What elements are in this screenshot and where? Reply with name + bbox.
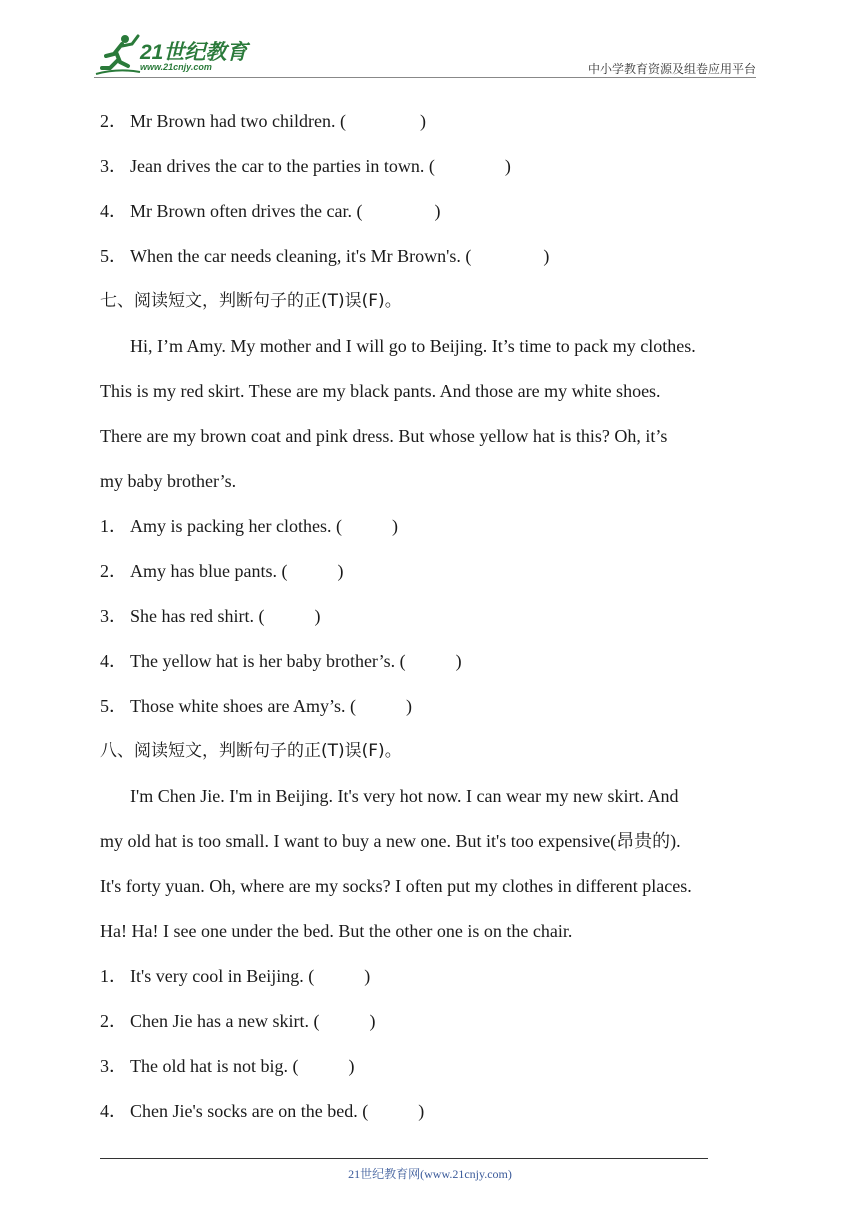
logo-url: www.21cnjy.com <box>140 62 212 72</box>
paren-close: ) <box>419 111 426 131</box>
runner-logo-icon <box>94 32 142 78</box>
page-footer: 21世纪教育网(www.21cnjy.com) <box>348 1167 512 1181</box>
question-number: 4． <box>100 1101 127 1121</box>
paren-close: ) <box>314 606 321 626</box>
question-text: The old hat is not big. ( <box>130 1056 299 1076</box>
question-item <box>100 241 770 286</box>
paren-close: ) <box>337 561 344 581</box>
passage-line: I'm Chen Jie. I'm in Beijing. It's very hot now. I can wear my new skirt. And <box>130 786 679 806</box>
section-8-title: 八、阅读短文，判断句子的正(T)误(F)。 <box>100 741 402 761</box>
question-item <box>100 196 770 241</box>
passage-line: There are my brown coat and pink dress. But whose yellow hat is this? Oh, it’s <box>100 426 668 446</box>
question-number: 3． <box>100 606 127 626</box>
question-text: Amy has blue pants. ( <box>130 561 288 581</box>
question-text: Chen Jie has a new skirt. ( <box>130 1011 320 1031</box>
page-header <box>94 32 756 78</box>
passage-line: This is my red skirt. These are my black pants. And those are my white shoes. <box>100 381 661 401</box>
header-divider <box>94 77 756 78</box>
question-number: 4． <box>100 201 127 221</box>
question-item <box>100 1051 770 1096</box>
passage-line: my old hat is too small. I want to buy a new one. But it's too expensive(昂贵的). <box>100 831 681 851</box>
question-number: 2． <box>100 561 127 581</box>
question-item <box>100 556 770 601</box>
question-text: She has red shirt. ( <box>130 606 265 626</box>
question-number: 2． <box>100 1011 127 1031</box>
question-text: Mr Brown had two children. ( <box>130 111 346 131</box>
question-text: Mr Brown often drives the car. ( <box>130 201 363 221</box>
question-item <box>100 106 770 151</box>
section-7-title: 七、阅读短文，判断句子的正(T)误(F)。 <box>100 291 402 311</box>
question-text: The yellow hat is her baby brother’s. ( <box>130 651 406 671</box>
question-text: Those white shoes are Amy’s. ( <box>130 696 356 716</box>
question-number: 1． <box>100 966 127 986</box>
question-item <box>100 961 770 1006</box>
question-text: Chen Jie's socks are on the bed. ( <box>130 1101 369 1121</box>
paren-close: ) <box>455 651 462 671</box>
question-text: Amy is packing her clothes. ( <box>130 516 342 536</box>
site-logo <box>94 32 264 78</box>
question-text: When the car needs cleaning, it's Mr Brown's. ( <box>130 246 472 266</box>
question-item <box>100 691 770 736</box>
header-platform-name: 中小学教育资源及组卷应用平台 <box>587 62 756 76</box>
question-item <box>100 646 770 691</box>
paren-close: ) <box>391 516 398 536</box>
question-item <box>100 601 770 646</box>
paren-close: ) <box>418 1101 425 1121</box>
passage-line: Hi, I’m Amy. My mother and I will go to Beijing. It’s time to pack my clothes. <box>130 336 696 356</box>
question-item <box>100 1006 770 1051</box>
paren-close: ) <box>434 201 441 221</box>
paren-close: ) <box>405 696 412 716</box>
question-number: 5． <box>100 246 127 266</box>
question-item <box>100 511 770 556</box>
paren-close: ) <box>543 246 550 266</box>
question-number: 2． <box>100 111 127 131</box>
passage-line: my baby brother’s. <box>100 471 237 491</box>
paren-close: ) <box>364 966 371 986</box>
question-number: 3． <box>100 156 127 176</box>
paren-close: ) <box>348 1056 355 1076</box>
question-text: It's very cool in Beijing. ( <box>130 966 315 986</box>
question-number: 4． <box>100 651 127 671</box>
passage-line: It's forty yuan. Oh, where are my socks? I often put my clothes in different places. <box>100 876 692 896</box>
logo-text: 21世纪教育 <box>140 41 248 64</box>
document-body <box>100 106 770 1141</box>
question-item <box>100 151 770 196</box>
question-text: Jean drives the car to the parties in town. ( <box>130 156 435 176</box>
question-number: 1． <box>100 516 127 536</box>
passage-line: Ha! Ha! I see one under the bed. But the other one is on the chair. <box>100 921 573 941</box>
paren-close: ) <box>504 156 511 176</box>
question-item <box>100 1096 770 1141</box>
paren-close: ) <box>369 1011 376 1031</box>
question-number: 3． <box>100 1056 127 1076</box>
question-number: 5． <box>100 696 127 716</box>
footer-divider <box>100 1158 708 1159</box>
